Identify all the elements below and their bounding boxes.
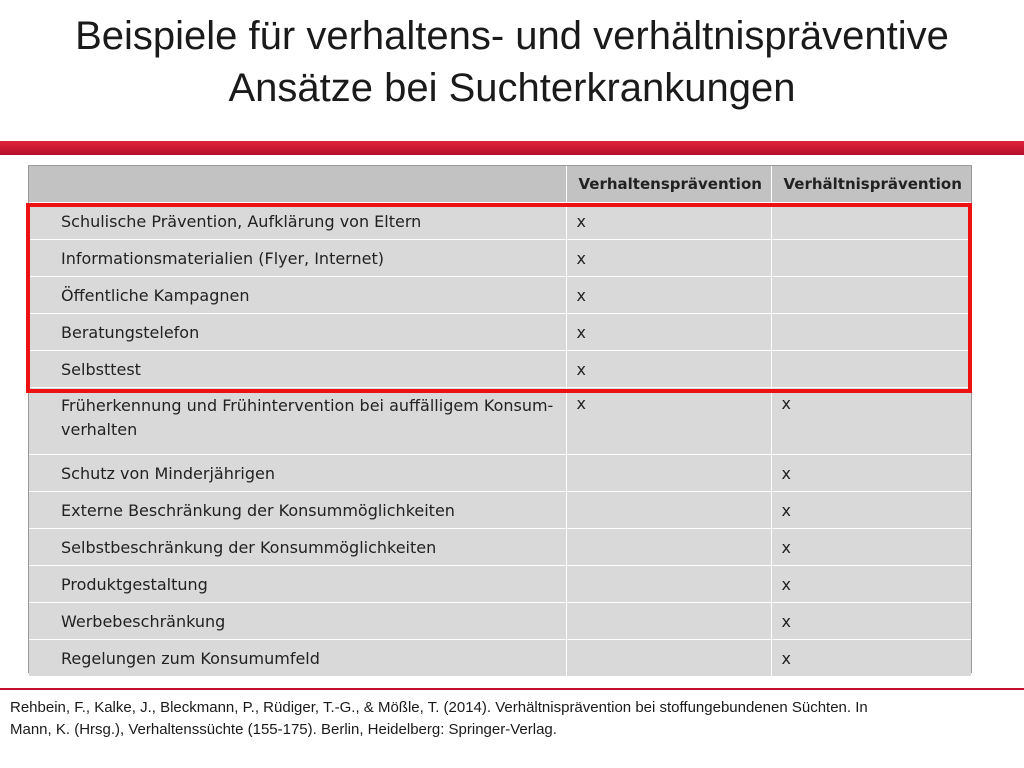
cell-verhaeltnis: x <box>771 529 971 566</box>
row-label: Regelungen zum Konsumumfeld <box>29 640 566 677</box>
cell-verhaeltnis <box>771 240 971 277</box>
cell-verhalten: x <box>566 351 771 388</box>
footer-divider <box>0 688 1024 690</box>
cell-verhaeltnis <box>771 277 971 314</box>
cell-verhaeltnis: x <box>771 492 971 529</box>
table-row <box>29 240 971 277</box>
table-row <box>29 388 971 455</box>
table-row <box>29 203 971 240</box>
cell-verhalten <box>566 455 771 492</box>
row-label: Schulische Prävention, Aufklärung von Eltern <box>29 203 566 240</box>
cell-verhaeltnis <box>771 203 971 240</box>
table-row <box>29 640 971 677</box>
cell-verhalten: x <box>566 314 771 351</box>
table-row <box>29 314 971 351</box>
cell-verhaeltnis: x <box>771 603 971 640</box>
row-label: Selbsttest <box>29 351 566 388</box>
row-label: Beratungstelefon <box>29 314 566 351</box>
cell-verhalten <box>566 492 771 529</box>
table-header-row <box>29 166 971 203</box>
page-title <box>0 10 1024 114</box>
row-label: Externe Beschränkung der Konsummöglichkeiten <box>29 492 566 529</box>
cell-verhaeltnis: x <box>771 455 971 492</box>
cell-verhalten <box>566 603 771 640</box>
cell-verhaeltnis <box>771 314 971 351</box>
accent-bar <box>0 141 1024 155</box>
row-label: Werbebeschränkung <box>29 603 566 640</box>
row-label: Produktgestaltung <box>29 566 566 603</box>
cell-verhaeltnis: x <box>771 640 971 677</box>
row-label: Selbstbeschränkung der Konsummöglichkeiten <box>29 529 566 566</box>
title-line-1: Beispiele für verhaltens- und verhältnispräventive <box>75 14 949 58</box>
cell-verhalten <box>566 640 771 677</box>
table-row <box>29 351 971 388</box>
cell-verhalten: x <box>566 388 771 455</box>
cell-verhaeltnis: x <box>771 388 971 455</box>
table-row <box>29 529 971 566</box>
table-row <box>29 603 971 640</box>
cell-verhalten <box>566 529 771 566</box>
cell-verhaeltnis: x <box>771 566 971 603</box>
row-label: Schutz von Minderjährigen <box>29 455 566 492</box>
table-row <box>29 566 971 603</box>
table-row <box>29 277 971 314</box>
prevention-grid <box>29 166 971 677</box>
citation-line-1: Rehbein, F., Kalke, J., Bleckmann, P., Rüdiger, T.-G., & Mößle, T. (2014). Verhältnisprävention bei stoffungebundenen Süchten. In <box>10 699 868 716</box>
header-verhaeltnispraevention: Verhältnisprävention <box>771 166 971 203</box>
citation-line-2: Mann, K. (Hrsg.), Verhaltenssüchte (155-175). Berlin, Heidelberg: Springer-Verlag. <box>10 721 557 738</box>
table-row <box>29 492 971 529</box>
row-label: Informationsmaterialien (Flyer, Internet) <box>29 240 566 277</box>
title-line-2: Ansätze bei Suchterkrankungen <box>228 66 796 110</box>
cell-verhalten <box>566 566 771 603</box>
prevention-table <box>28 165 972 673</box>
cell-verhalten: x <box>566 240 771 277</box>
row-label: Früherkennung und Frühintervention bei auffälligem Konsum-verhalten <box>29 388 566 455</box>
cell-verhalten: x <box>566 203 771 240</box>
header-verhaltenspraevention: Verhaltensprävention <box>566 166 771 203</box>
table-row <box>29 455 971 492</box>
row-label: Öffentliche Kampagnen <box>29 277 566 314</box>
citation <box>10 697 1010 741</box>
cell-verhalten: x <box>566 277 771 314</box>
cell-verhaeltnis <box>771 351 971 388</box>
header-blank <box>29 166 566 203</box>
